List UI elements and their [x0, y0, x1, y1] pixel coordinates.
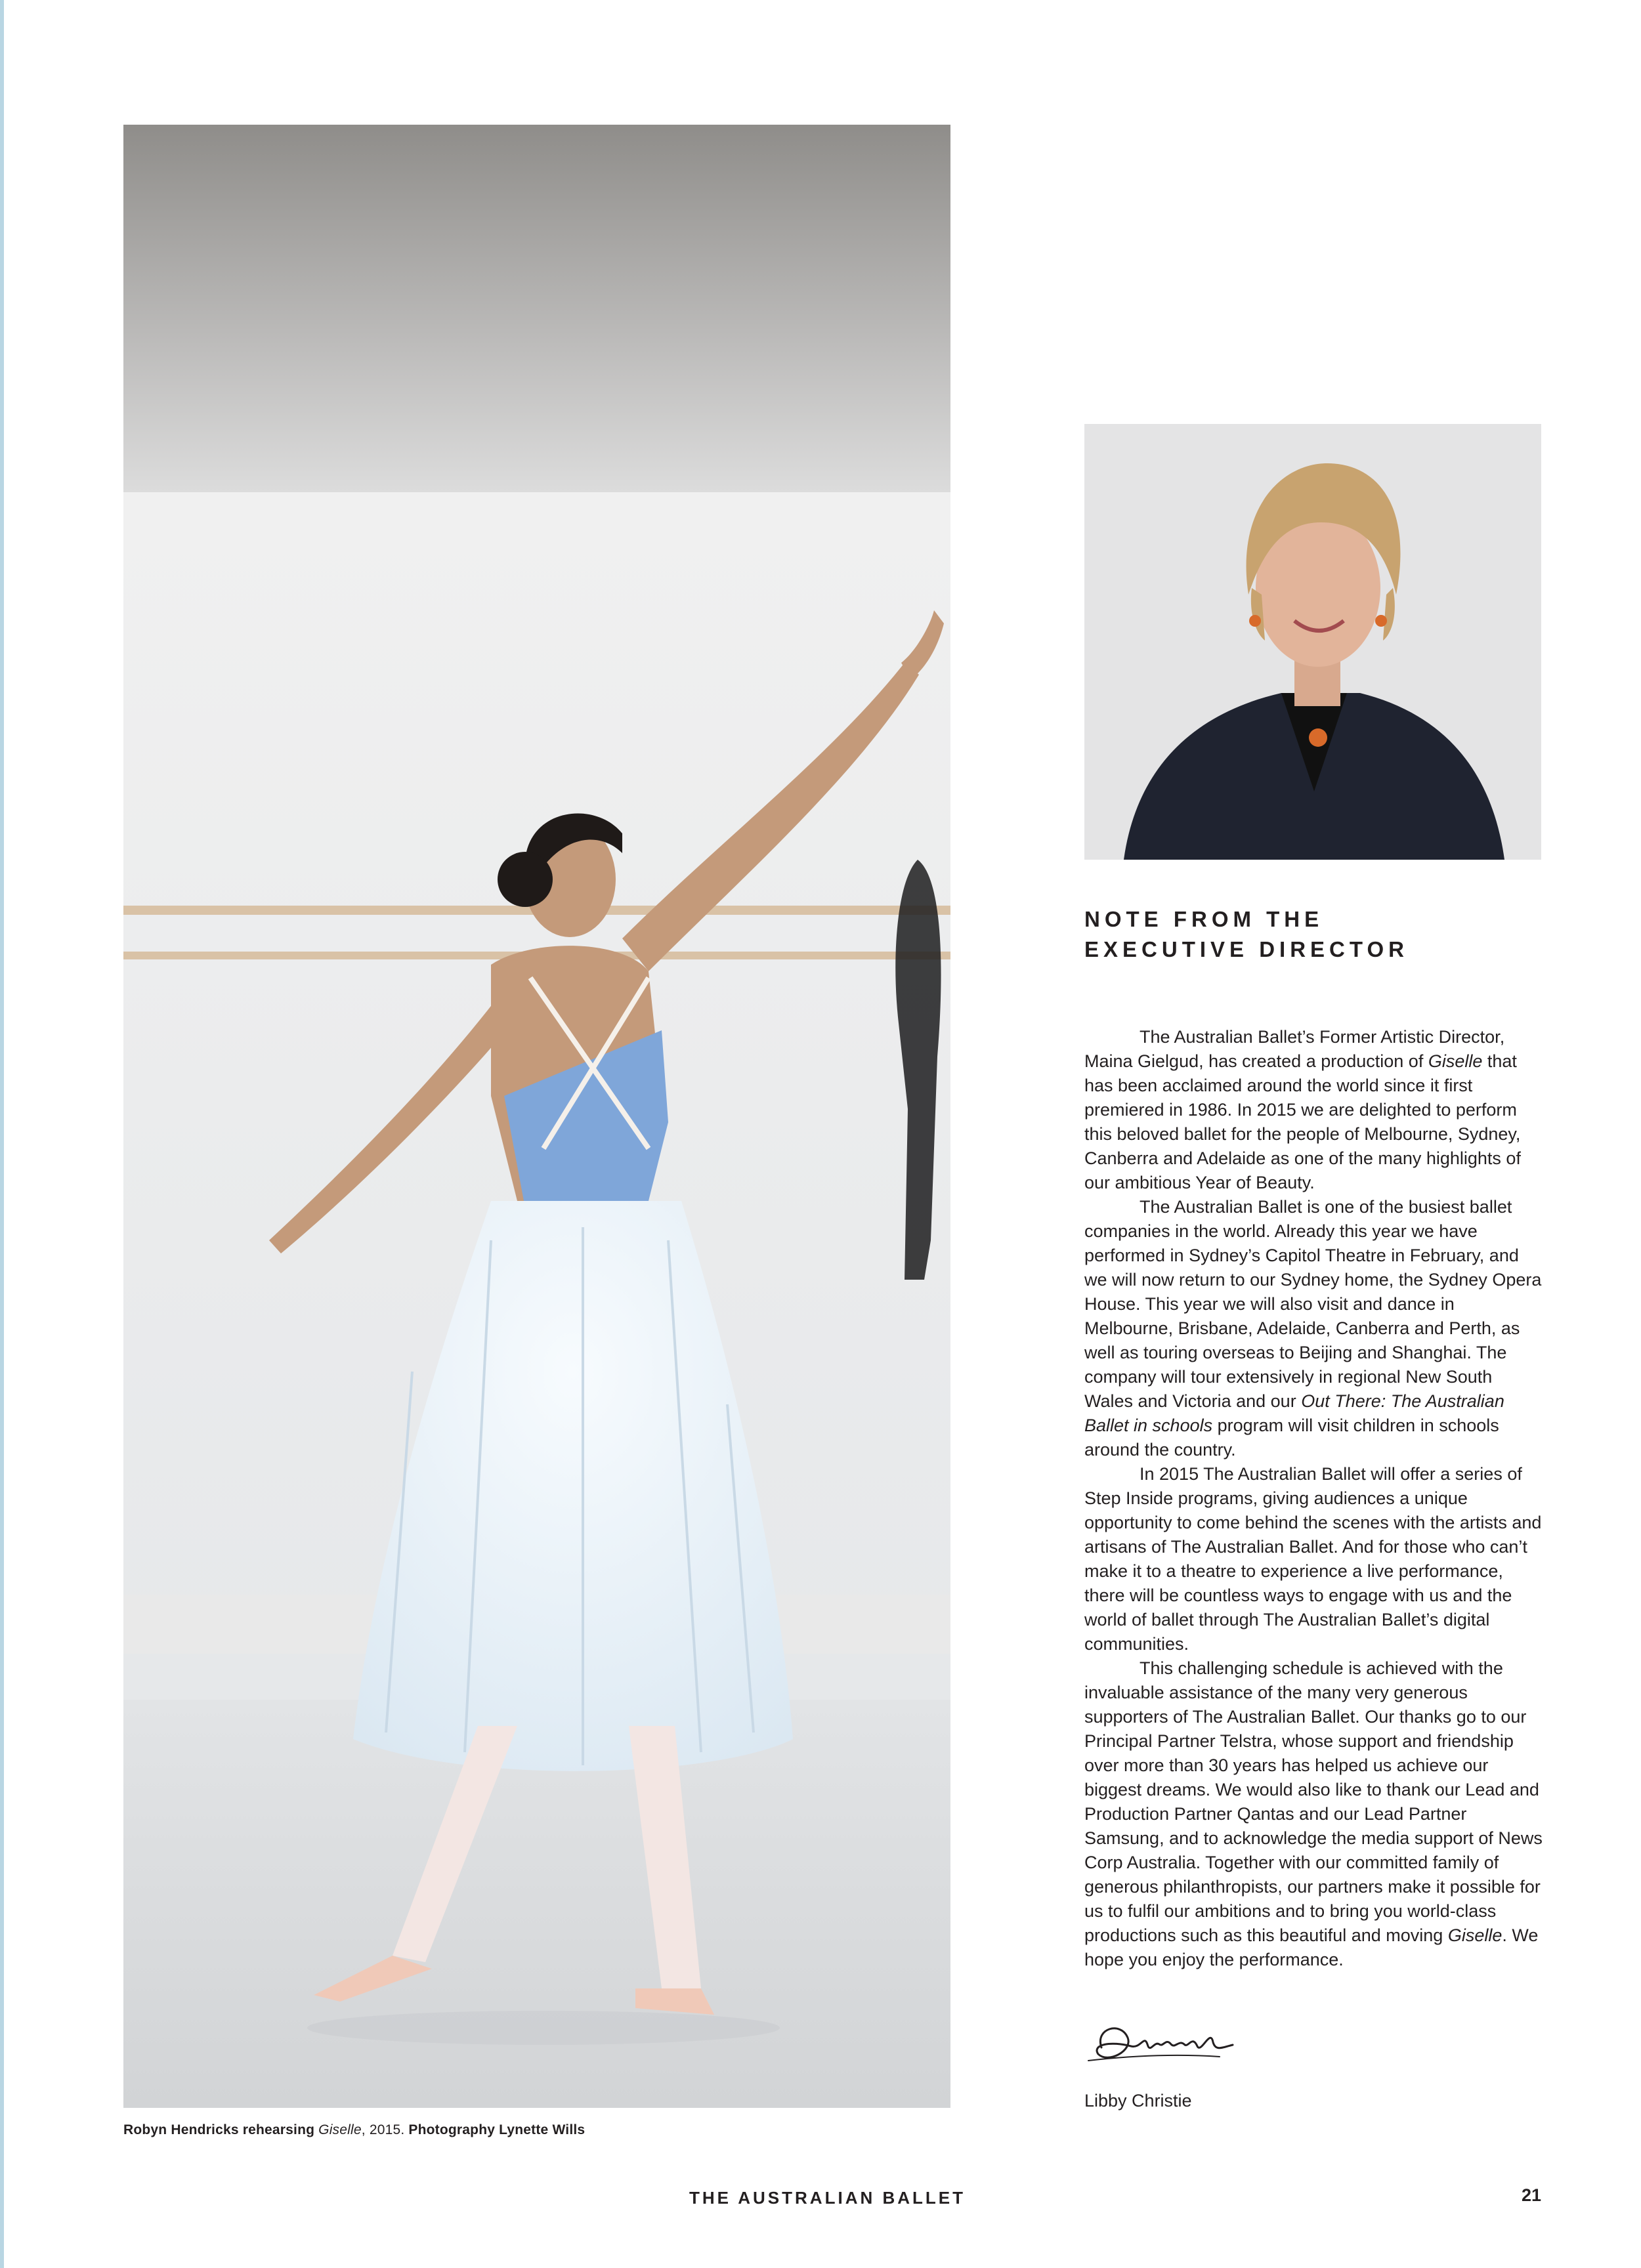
caption-year: , 2015.	[361, 2122, 409, 2137]
note-paragraph-4-text: This challenging schedule is achieved with the invaluable assistance of the many very generous supporters of The Australian Ballet. Our thanks go to our Principal Partner Telstra, whose support and friendship over more than 30 years has helped us achieve our biggest dreams. We would also like to thank our Lead and Production Partner Qantas and our Lead Partner Samsung, and to acknowledge the media support of News Corp Australia. Together with our committed family of generous philanthropists, our partners make it possible for us to fulfil our ambitions and to bring you world-class productions such as this beautiful and moving	[1084, 1658, 1543, 1945]
note-body	[1084, 1025, 1544, 1972]
note-paragraph-4-title: Giselle	[1447, 1925, 1502, 1945]
note-paragraph-1	[1084, 1025, 1544, 1195]
note-paragraph-2-text: The Australian Ballet is one of the busiest ballet companies in the world. Already this year we have performed in Sydney’s Capitol Theatre in February, and we will now return to our Sydney home, the Sydney Opera House. This year we will also visit and dance in Melbourne, Brisbane, Adelaide, Canberra and Perth, as well as touring overseas to Beijing and Shanghai. The company will tour extensively in regional New South Wales and Victoria and our	[1084, 1197, 1542, 1411]
note-heading-line-1: NOTE FROM THE	[1084, 907, 1324, 931]
page-edge-rule	[0, 0, 4, 2268]
signature	[1082, 2008, 1252, 2080]
note-paragraph-1-text-cont: that has been acclaimed around the world since it first premiered in 1986. In 2015 we are delighted to perform this beloved ballet for the people of Melbourne, Sydney, Canberra and Adelaide as one of the many highlights of our ambitious Year of Beauty.	[1084, 1051, 1521, 1192]
note-paragraph-1-text: The Australian Ballet’s Former Artistic Director, Maina Gielgud, has created a production of	[1084, 1027, 1505, 1071]
note-paragraph-3: In 2015 The Australian Ballet will offer a series of Step Inside programs, giving audiences a unique opportunity to come behind the scenes with the artists and artisans of The Australian Ballet. And for those who can’t make it to a theatre to experience a live performance, there will be countless ways to engage with us and the world of ballet through The Australian Ballet’s digital communities.	[1084, 1464, 1542, 1654]
caption-lead: Robyn Hendricks rehearsing	[123, 2122, 319, 2137]
executive-director-portrait	[1084, 424, 1541, 860]
page-number: 21	[1521, 2185, 1541, 2205]
note-heading-line-2: EXECUTIVE DIRECTOR	[1084, 937, 1409, 961]
note-paragraph-4-text-cont: . We hope you enjoy the performance.	[1084, 1925, 1539, 1969]
caption-ballet-title: Giselle	[318, 2122, 362, 2137]
note-heading	[1084, 904, 1541, 965]
ballerina-rehearsal-photo	[123, 125, 950, 2108]
note-paragraph-4	[1084, 1656, 1544, 1972]
caption-credit: Photography Lynette Wills	[408, 2122, 586, 2137]
note-paragraph-1-title: Giselle	[1428, 1051, 1483, 1071]
note-paragraph-2	[1084, 1195, 1544, 1462]
note-paragraph-2-text-cont: program will visit children in schools around the country.	[1084, 1416, 1499, 1460]
footer-publication-title: THE AUSTRALIAN BALLET	[689, 2188, 966, 2208]
photo-caption	[123, 2122, 950, 2138]
note-paragraph-2-title: Out There: The Australian Ballet in schools	[1084, 1391, 1504, 1435]
signer-name: Libby Christie	[1084, 2091, 1192, 2110]
